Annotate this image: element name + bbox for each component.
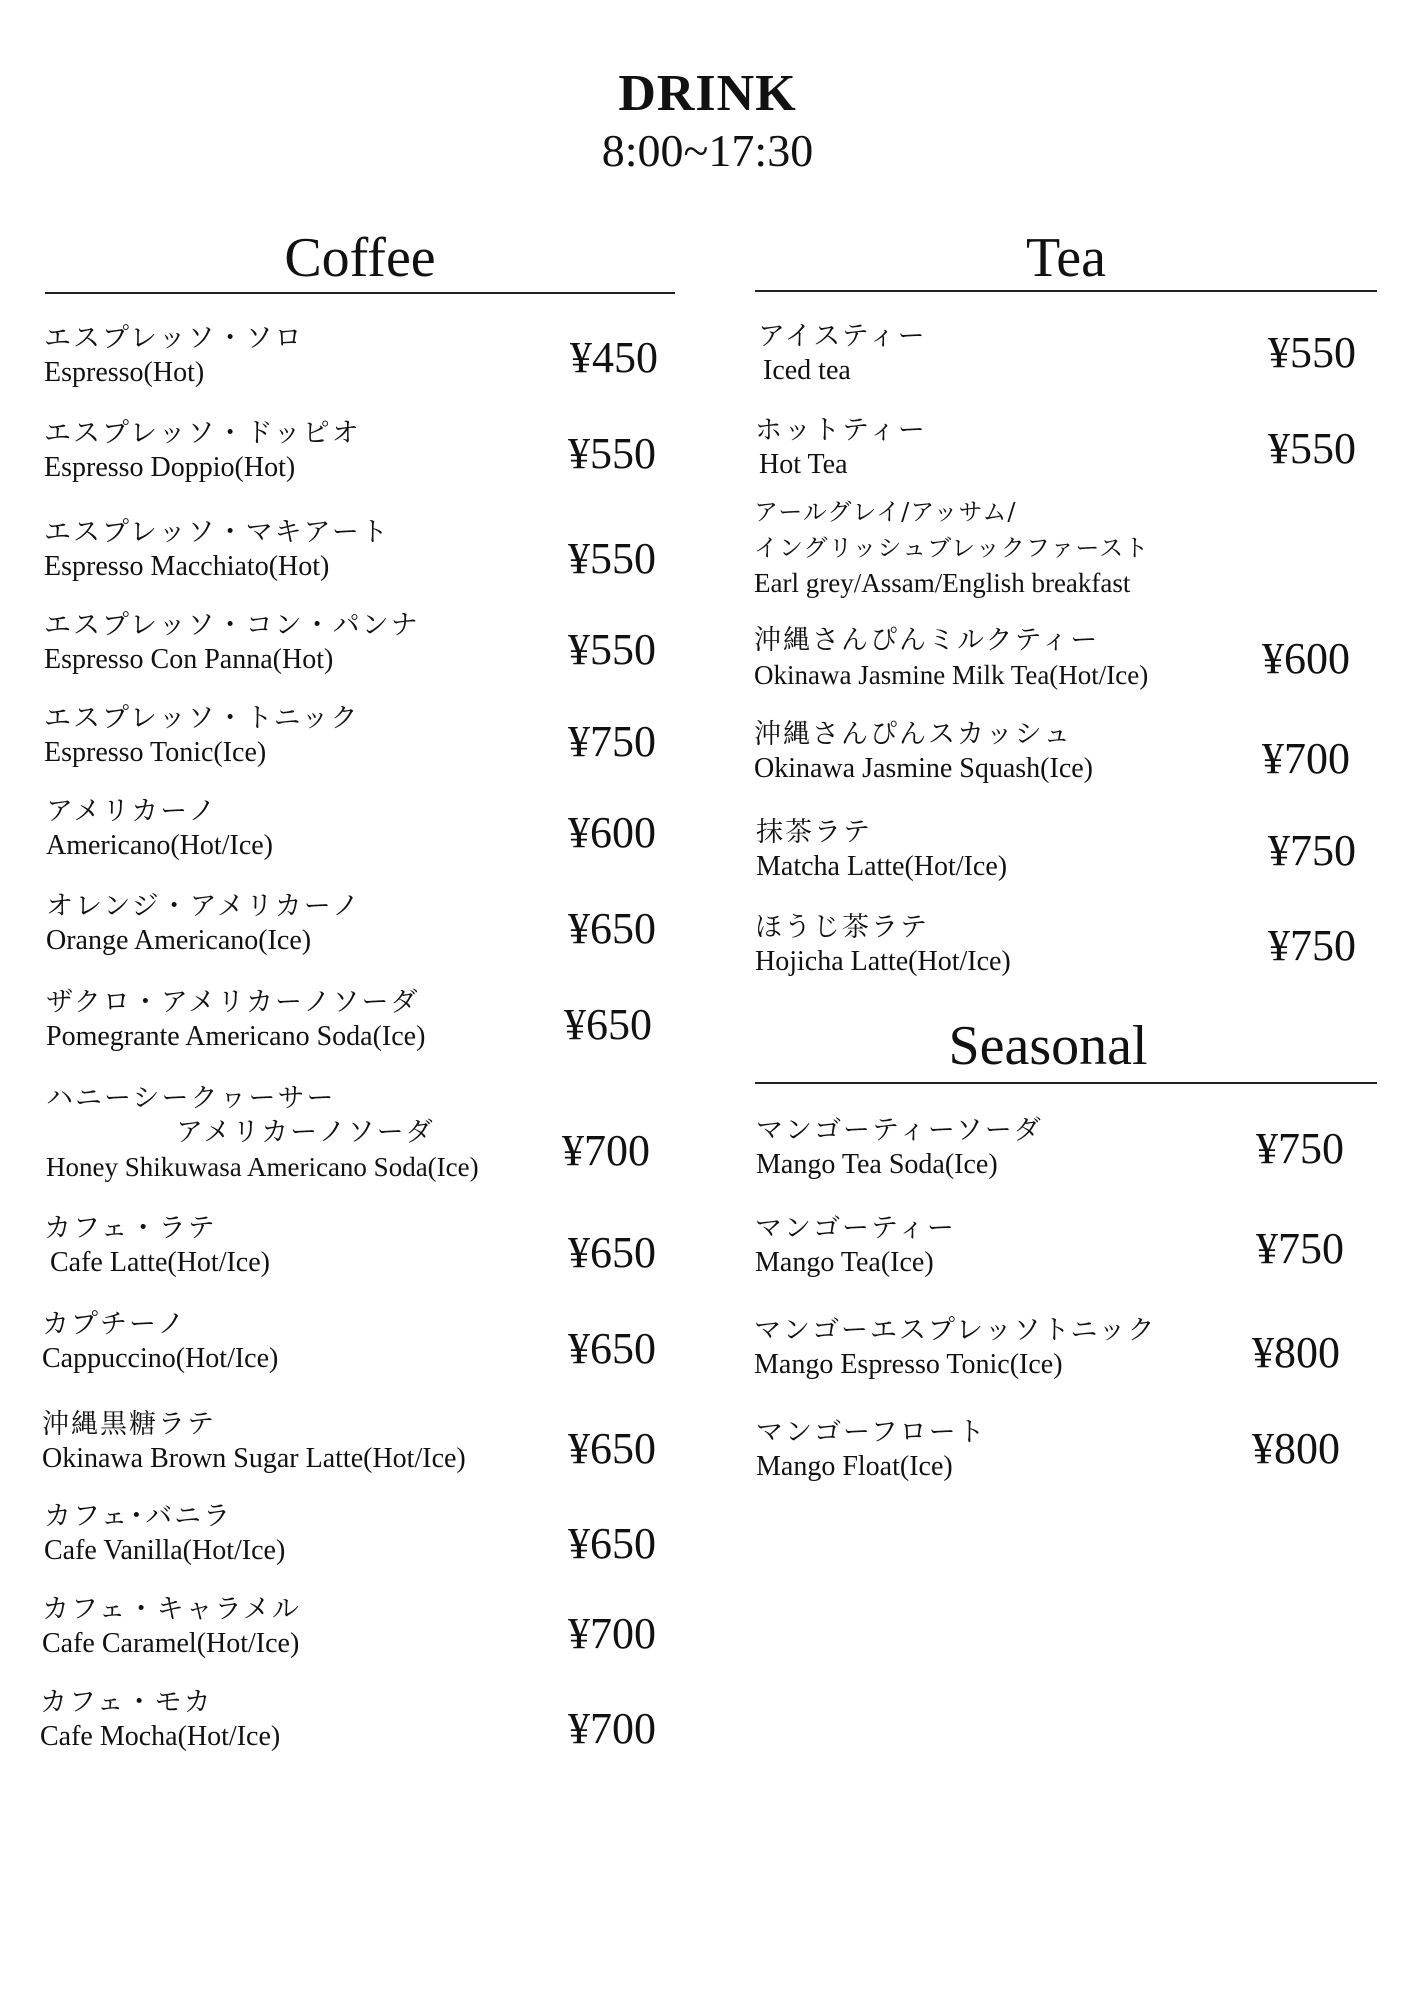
menu-item-mango-tea (755, 1212, 956, 1280)
menu-item-cafe-mocha (40, 1686, 280, 1754)
item-name-jp: ザクロ・アメリカーノソーダ (46, 987, 420, 1018)
menu-item-mango-float (756, 1416, 987, 1484)
item-name-en: Cafe Latte(Hot/Ice) (50, 1247, 270, 1278)
item-name-jp: ハニーシークヮーサー (46, 1083, 336, 1114)
item-price: ¥750 (1256, 1224, 1344, 1273)
item-name-en: Cafe Caramel(Hot/Ice) (42, 1628, 300, 1659)
item-price: ¥700 (568, 1609, 656, 1658)
opening-hours: 8:00~17:30 (601, 125, 814, 176)
item-name-en: Hojicha Latte(Hot/Ice) (755, 946, 1011, 977)
item-name-en: Espresso(Hot) (44, 357, 205, 388)
menu-item-hojicha-latte (755, 911, 1011, 979)
item-name-en: Cappuccino(Hot/Ice) (42, 1343, 279, 1374)
item-price: ¥650 (564, 1000, 652, 1049)
menu-item-honey-shikuwasa-americano-soda (46, 1082, 479, 1184)
menu-item-matcha-latte (756, 816, 1007, 884)
item-price: ¥650 (568, 1519, 656, 1568)
item-name-jp: エスプレッソ・コン・パンナ (44, 610, 420, 641)
item-name-en: Mango Tea(Ice) (755, 1247, 934, 1278)
seasonal-heading-rule (755, 1082, 1377, 1084)
item-name-jp: 抹茶ラテ (756, 817, 872, 848)
menu-item-americano (46, 795, 273, 863)
menu-item-cafe-caramel (42, 1593, 301, 1661)
item-price: ¥750 (1268, 921, 1356, 970)
item-name-jp: エスプレッソ・ソロ (44, 323, 304, 354)
menu-item-orange-americano (46, 890, 361, 958)
item-name-jp: カフェ・キャラメル (42, 1594, 301, 1625)
item-name-en: Earl grey/Assam/English breakfast (754, 568, 1131, 598)
item-name-en: Pomegrante Americano Soda(Ice) (46, 1021, 426, 1052)
item-name-en: Hot Tea (759, 449, 848, 480)
menu-item-hot-tea (755, 414, 927, 482)
coffee-heading: Coffee (284, 227, 436, 289)
menu-item-iced-tea (758, 320, 927, 388)
item-price: ¥800 (1252, 1424, 1340, 1473)
item-name-en: Mango Tea Soda(Ice) (756, 1149, 998, 1180)
item-name-jp: エスプレッソ・トニック (44, 703, 360, 734)
item-name-en: Okinawa Brown Sugar Latte(Hot/Ice) (42, 1443, 466, 1474)
item-price: ¥650 (568, 1324, 656, 1373)
item-name-jp-line2: アメリカーノソーダ (176, 1117, 435, 1148)
menu-item-mango-espresso-tonic (754, 1314, 1157, 1382)
item-name-jp: 沖縄黒糖ラテ (42, 1409, 216, 1440)
item-name-en: Orange Americano(Ice) (46, 925, 312, 956)
item-name-jp: 沖縄さんぴんミルクティー (754, 625, 1100, 656)
item-price: ¥550 (1268, 424, 1356, 473)
item-name-jp: ホットティー (755, 415, 927, 446)
item-name-jp: マンゴーフロート (756, 1417, 987, 1448)
item-name-jp: エスプレッソ・マキアート (44, 517, 390, 548)
item-name-jp: カプチーノ (42, 1309, 187, 1340)
menu-item-tea-varieties (754, 494, 1149, 600)
item-name-jp: エスプレッソ・ドッピオ (44, 418, 361, 449)
menu-item-espresso-doppio (44, 417, 361, 485)
item-price: ¥800 (1252, 1328, 1340, 1377)
item-price: ¥600 (1262, 634, 1350, 683)
item-name-jp: オレンジ・アメリカーノ (46, 891, 362, 922)
menu-item-pomegranate-americano-soda (46, 986, 425, 1054)
item-price: ¥650 (568, 904, 656, 953)
item-price: ¥550 (568, 625, 656, 674)
menu-item-okinawa-brown-sugar-latte (42, 1408, 466, 1476)
menu-item-espresso-macchiato (44, 516, 390, 584)
item-price: ¥450 (570, 333, 658, 382)
item-price: ¥750 (1268, 826, 1356, 875)
item-name-jp: カフェ・モカ (40, 1687, 213, 1718)
menu-item-okinawa-jasmine-squash (754, 718, 1093, 786)
item-name-jp: マンゴーエスプレッソトニック (754, 1315, 1157, 1346)
item-price: ¥700 (562, 1126, 650, 1175)
item-price: ¥600 (568, 808, 656, 857)
item-name-jp: マンゴーティーソーダ (756, 1115, 1043, 1146)
item-name-en: Okinawa Jasmine Squash(Ice) (754, 753, 1094, 784)
item-name-jp-line2: イングリッシュブレックファースト (754, 534, 1150, 562)
item-name-en: Americano(Hot/Ice) (46, 830, 273, 861)
item-price: ¥550 (1268, 328, 1356, 377)
item-name-jp: カフェ・ラテ (44, 1213, 217, 1244)
item-name-jp: ほうじ茶ラテ (755, 912, 929, 943)
menu-item-okinawa-jasmine-milk-tea (754, 624, 1148, 692)
item-name-en: Honey Shikuwasa Americano Soda(Ice) (46, 1152, 479, 1182)
menu-title: DRINK (618, 65, 797, 122)
item-name-jp: 沖縄さんぴんスカッシュ (754, 719, 1073, 750)
seasonal-heading: Seasonal (948, 1015, 1148, 1077)
menu-item-cafe-latte (44, 1212, 270, 1280)
item-price: ¥550 (568, 429, 656, 478)
item-name-en: Espresso Tonic(Ice) (44, 737, 267, 768)
item-name-jp: カフェ･バニラ (44, 1501, 233, 1532)
item-price: ¥750 (568, 717, 656, 766)
item-name-jp: アイスティー (758, 321, 927, 352)
item-name-en: Okinawa Jasmine Milk Tea(Hot/Ice) (754, 660, 1149, 690)
menu-item-cafe-vanilla (44, 1500, 285, 1568)
item-name-en: Mango Espresso Tonic(Ice) (754, 1349, 1063, 1380)
item-name-jp: マンゴーティー (755, 1213, 956, 1244)
item-price: ¥650 (568, 1424, 656, 1473)
item-name-jp: アメリカーノ (46, 796, 218, 827)
item-name-en: Espresso Con Panna(Hot) (44, 644, 334, 675)
menu-item-cappuccino (42, 1308, 278, 1376)
item-name-en: Espresso Macchiato(Hot) (44, 551, 330, 582)
item-price: ¥700 (1262, 734, 1350, 783)
item-name-en: Mango Float(Ice) (756, 1451, 953, 1482)
tea-heading-rule (755, 290, 1377, 292)
item-price: ¥650 (568, 1228, 656, 1277)
menu-item-mango-tea-soda (756, 1114, 1043, 1182)
item-name-en: Cafe Vanilla(Hot/Ice) (44, 1535, 286, 1566)
item-price: ¥750 (1256, 1124, 1344, 1173)
menu-item-espresso-con-panna (44, 609, 420, 677)
item-price: ¥700 (568, 1704, 656, 1753)
item-name-en: Matcha Latte(Hot/Ice) (756, 851, 1008, 882)
item-name-en: Iced tea (763, 355, 851, 386)
item-price: ¥550 (568, 534, 656, 583)
coffee-heading-rule (45, 292, 675, 294)
menu-item-espresso-tonic (44, 702, 360, 770)
item-name-en: Cafe Mocha(Hot/Ice) (40, 1721, 281, 1752)
item-name-jp: アールグレイ/アッサム/ (754, 498, 1017, 526)
item-name-en: Espresso Doppio(Hot) (44, 452, 296, 483)
menu-item-espresso-solo (44, 322, 304, 390)
tea-heading: Tea (1025, 227, 1106, 289)
